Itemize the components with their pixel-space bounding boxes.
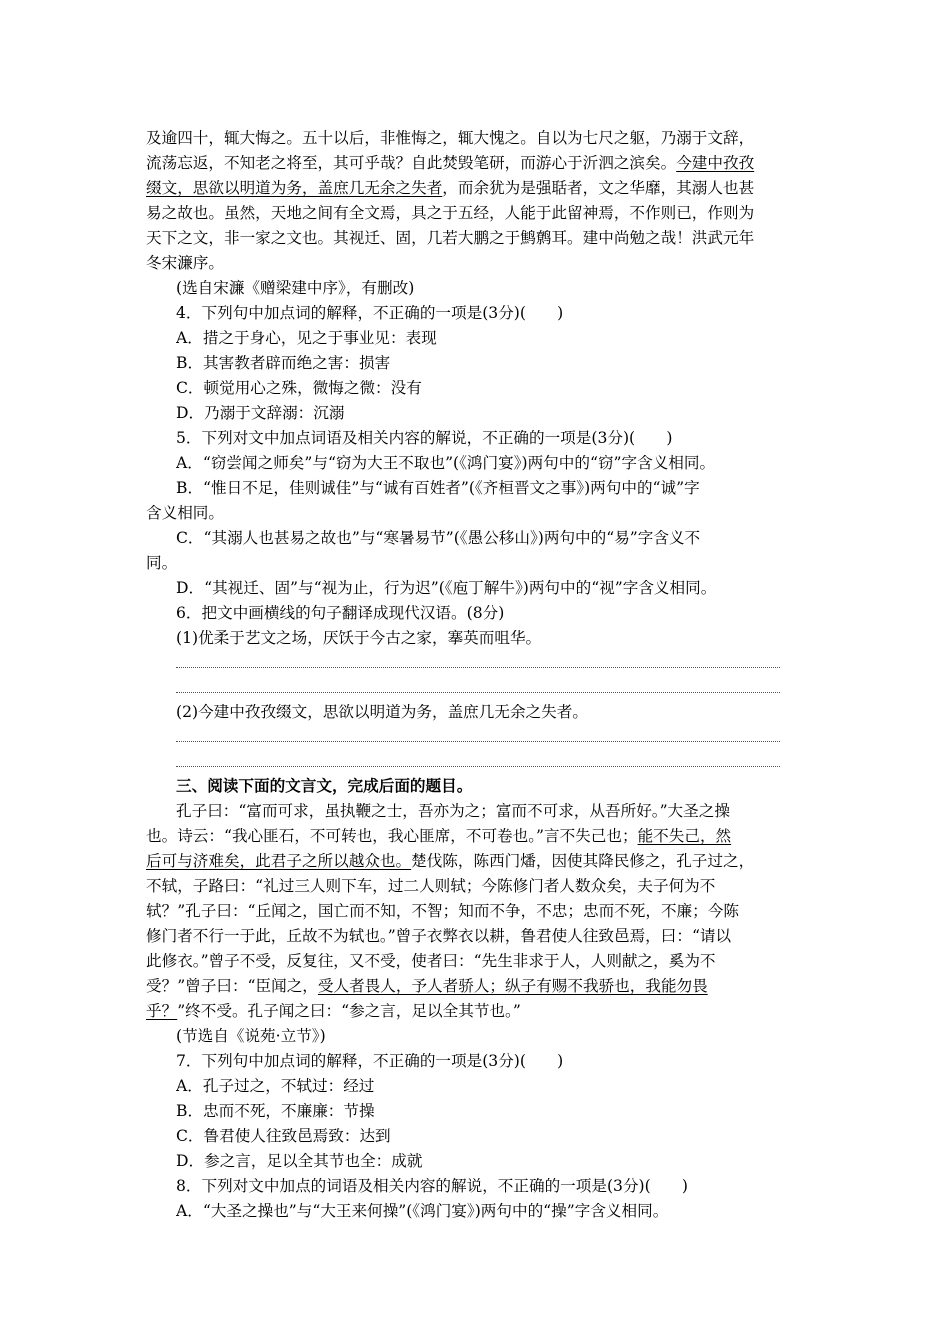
question-stem: 6．把文中画横线的句子翻译成现代汉语。(8分) [176, 604, 505, 622]
option-b: B．其害教者辟而绝之害：损害 [176, 354, 391, 372]
option-c: C．鲁君使人往致邑焉致：达到 [176, 1127, 391, 1145]
question-stem: 7．下列句中加点词的解释，不正确的一项是(3分)( ) [176, 1052, 564, 1070]
question-stem: 8．下列对文中加点的词语及相关内容的解说，不正确的一项是(3分)( ) [176, 1177, 688, 1195]
option-b: B．忠而不死，不廉廉：节操 [176, 1102, 375, 1120]
option-b-continued: 含义相同。 [146, 504, 224, 522]
option-a: A．“大圣之操也”与“大王来何操”(《鸿门宴》)两句中的“操”字含义相同。 [176, 1202, 669, 1220]
passage-line: 也。诗云：“我心匪石，不可转也，我心匪席，不可卷也。”言不失己也；能不失己，然 [146, 827, 732, 845]
passage-line: 乎？”终不受。孔子闻之曰：“参之言，足以全其节也。” [146, 1002, 521, 1020]
option-a: A．孔子过之，不轼过：经过 [176, 1077, 375, 1095]
underlined-sentence: 缀文，思欲以明道为务，盖庶几无余之失者 [146, 179, 443, 197]
option-c: C．“其溺人也甚易之故也”与“寒暑易节”(《愚公移山》)两句中的“易”字含义不 [176, 529, 701, 547]
question-stem: 4．下列句中加点词的解释，不正确的一项是(3分)( ) [176, 304, 564, 322]
underlined-sentence: 能不失己，然 [637, 827, 732, 845]
answer-line[interactable] [176, 766, 780, 767]
answer-line[interactable] [176, 741, 780, 742]
answer-line[interactable] [176, 667, 780, 668]
answer-line[interactable] [176, 692, 780, 693]
option-d: D．乃溺于文辞溺：沉溺 [176, 404, 345, 422]
passage-line: 及逾四十，辄大悔之。五十以后，非惟悔之，辄大愧之。自以为七尺之躯，乃溺于文辞， [146, 129, 755, 147]
option-b: B．“惟日不足，佳则诚佳”与“诚有百姓者”(《齐桓晋文之事》)两句中的“诚”字 [176, 479, 700, 497]
section-heading: 三、阅读下面的文言文，完成后面的题目。 [176, 776, 473, 795]
passage-line: 受？”曾子曰：“臣闻之，受人者畏人，予人者骄人；纵子有赐不我骄也，我能勿畏 [146, 977, 708, 995]
passage-line: 孔子曰：“富而可求，虽执鞭之士，吾亦为之；富而不可求，从吾所好。”大圣之操 [176, 802, 730, 820]
option-a: A．“窃尝闻之师矣”与“窃为大王不取也”(《鸿门宴》)两句中的“窃”字含义相同。 [176, 454, 716, 472]
passage-line: 冬宋濂序。 [146, 254, 224, 272]
passage-line: 轼？”孔子曰：“丘闻之，国亡而不知，不智；知而不争，不忠；忠而不死，不廉；今陈 [146, 902, 739, 920]
passage-line: 此修衣。”曾子不受，反复往，又不受，使者曰：“先生非求于人，人则献之，奚为不 [146, 952, 716, 970]
passage-line: 修门者不行一于此，丘故不为轼也。”曾子衣弊衣以耕，鲁君使人往致邑焉，曰：“请以 [146, 927, 732, 945]
translation-sentence-1: (1)优柔于艺文之场，厌饫于今古之家，搴英而咀华。 [176, 629, 542, 647]
passage-line: 流荡忘返，不知老之将至，其可乎哉？自此焚毁笔研，而游心于沂泗之滨矣。今建中孜孜 [146, 154, 755, 172]
passage-line: 后可与济难矣，此君子之所以越众也。楚伐陈，陈西门燔，因使其降民修之，孔子过之， [146, 852, 755, 870]
underlined-sentence: 乎？ [146, 1002, 178, 1020]
option-d: D．参之言，足以全其节也全：成就 [176, 1152, 423, 1170]
source-note: (节选自《说苑·立节》) [176, 1027, 326, 1045]
option-c-continued: 同。 [146, 554, 178, 572]
option-d: D．“其视迁、固”与“视为止，行为迟”(《庖丁解牛》)两句中的“视”字含义相同。 [176, 579, 717, 597]
passage-line: 缀文，思欲以明道为务，盖庶几无余之失者，而余犹为是强聒者，文之华靡，其溺人也甚 [146, 179, 755, 197]
passage-line: 易之故也。虽然，天地之间有全文焉，具之于五经，人能于此留神焉，不作则已，作则为 [146, 204, 755, 222]
underlined-sentence: 今建中孜孜 [676, 154, 755, 172]
passage-line: 不轼，子路曰：“礼过三人则下车，过二人则轼；今陈修门者人数众矣，夫子何为不 [146, 877, 716, 895]
underlined-sentence: 后可与济难矣，此君子之所以越众也。 [146, 852, 412, 870]
source-note: (选自宋濂《赠梁建中序》，有删改) [176, 279, 415, 297]
underlined-sentence: 受人者畏人，予人者骄人；纵子有赐不我骄也，我能勿畏 [317, 977, 708, 995]
translation-sentence-2: (2)今建中孜孜缀文，思欲以明道为务，盖庶几无余之失者。 [176, 703, 588, 721]
passage-line: 天下之文，非一家之文也。其视迁、固，几若大鹏之于鹪鹩耳。建中尚勉之哉！洪武元年 [146, 229, 755, 247]
option-c: C．顿觉用心之殊，微悔之微：没有 [176, 379, 422, 397]
question-stem: 5．下列对文中加点词语及相关内容的解说，不正确的一项是(3分)( ) [176, 429, 673, 447]
option-a: A．措之于身心，见之于事业见：表现 [176, 329, 437, 347]
